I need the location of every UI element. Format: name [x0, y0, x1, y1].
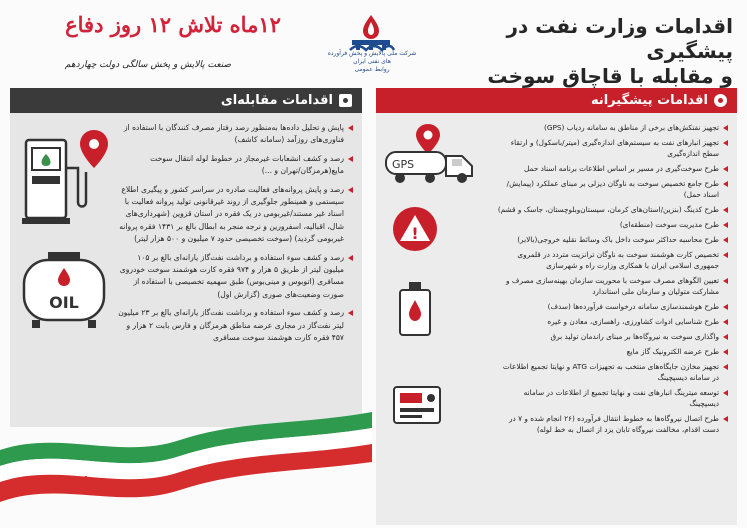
control-panel-icon	[392, 385, 442, 425]
warning-icon	[392, 206, 438, 252]
preventive-heading	[376, 88, 737, 113]
oil-label: OIL	[49, 293, 79, 312]
list-item: توسعه میترینگ انبارهای نفت و نهایتا تجمیع از اطلاعات در سامانه دیسپچینگ	[494, 387, 729, 409]
list-item: رصد و کشف انشعابات غیرمجاز در خطوط لوله انتقال سوخت مایع(هرمزگان/تهران و ...)	[118, 153, 354, 178]
list-item: رصد و کشف سوء استفاده و برداشت نفت‌گاز یارانه‌ای بالغ بر ۲۳ میلیون لیتر نفت‌گاز در مجاری عرضه مناطق هرمزگان و فارس بابت ۲ هزار و ۴۵۷ فقره کارت هوشمند سوخت مسافری	[118, 307, 354, 344]
list-item: پایش و تحلیل داده‌ها به‌منظور رصد رفتار مصرف کنندگان با استفاده از فناوری‌های روزآمد (سامانه کاشف)	[118, 122, 354, 147]
list-item: طرح کدینگ (بنزین/استان‌های کرمان، سیستان‌وبلوچستان، جاسک و قشم)	[494, 204, 729, 215]
list-item: طرح محاسبه حداکثر سوخت داخل باک وسائط نقلیه خروجی(بالابر)	[494, 234, 729, 245]
ministry-logo-caption	[322, 50, 422, 74]
countermeasures-heading-label: اقدامات مقابله‌ای	[220, 93, 333, 108]
fuel-bottle-icon	[390, 280, 440, 338]
page-title	[413, 14, 733, 89]
countermeasures-list	[118, 122, 354, 351]
list-item: رصد و کشف سوء استفاده و برداشت نفت‌گاز یارانه‌ای بالغ بر ۱۰۵ میلیون لیتر از طریق ۵ هزار و ۹۷۴ فقره کارت هوشمند سوخت خودروی مسافری (اتوبوس و مینی‌بوس) طبق سهمیه تخصیصی با استفاده از صورت وضعیت‌های صوری (گزارش اول)	[118, 252, 354, 302]
list-item: طرح اتصال نیروگاه‌ها به خطوط انتقال فرآورده (۲۶ انجام شده و ۷ در دست اقدام، مخالفت نیروگاه تابان یزد از اتصال به خط لوله)	[494, 413, 729, 435]
preventive-list	[494, 122, 729, 439]
fuel-pump-location-icon	[18, 124, 114, 228]
bullet-icon	[339, 94, 352, 107]
slogan-sub: صنعت پالایش و پخش سالگی دولت چهاردهم	[64, 60, 232, 70]
page-title-line1: اقدامات وزارت نفت در پیشگیری	[506, 14, 733, 63]
list-item: طرح عرضه الکترونیک گاز مایع	[494, 346, 729, 357]
countermeasures-heading	[10, 88, 362, 113]
list-item: طرح جامع تخصیص سوخت به ناوگان دیزلی بر مبنای عملکرد (پیمایش/اسناد حمل)	[494, 178, 729, 200]
list-item: طرح سوخت‌گیری در مسیر بر اساس اطلاعات برنامه اسناد حمل	[494, 163, 729, 174]
list-item: تعیین الگوهای مصرف سوخت با محوریت سازمان بهینه‌سازی مصرف و مشارکت متولیان و سازمان ملی استاندارد	[494, 275, 729, 297]
list-item: طرح شناسایی ادوات کشاورزی، راهسازی، معادن و غیره	[494, 316, 729, 327]
list-item: تخصیص کارت هوشمند سوخت به ناوگان ترانزیت متردد در قلمروی جمهوری اسلامی ایران با همکاری وزارت راه و شهرسازی	[494, 249, 729, 271]
list-item: واگذاری سوخت به نیروگاه‌ها بر مبنای راندمان تولید برق	[494, 331, 729, 342]
logo-caption-1: شرکت ملی پالایش و پخش فرآورده های نفتی ایران	[327, 50, 417, 65]
oil-tank-icon	[18, 246, 110, 330]
list-item: طرح مدیریت سوخت (منطقه‌ای)	[494, 219, 729, 230]
list-item: تجهیز انبارهای نفت به سیستم‌های اندازه‌گیری (میتر/باسکول) و ارتقاء سطح اندازه‌گیری	[494, 137, 729, 159]
preventive-heading-label: اقدامات پیشگیرانه	[590, 93, 708, 108]
list-item: طرح هوشمندسازی سامانه درخواست فرآورده‌ها (سدف)	[494, 301, 729, 312]
bullet-icon	[714, 94, 727, 107]
iran-flag-ribbon-icon	[0, 410, 372, 528]
logo-caption-2: روابط عمومی	[354, 66, 390, 73]
list-item: تجهیز مخازن جایگاه‌های منتخب به تجهیزات ATG و نهایتا تجمیع اطلاعات در سامانه دیسپچینگ	[494, 361, 729, 383]
page-title-line2: و مقابله با قاچاق سوخت	[487, 64, 733, 88]
gps-label: GPS	[392, 158, 415, 171]
slogan: ۱۲ماه تلاش ۱۲ روز دفاع	[65, 12, 281, 37]
list-item: تجهیز نفتکش‌های برخی از مناطق به سامانه ردیاب (GPS)	[494, 122, 729, 133]
list-item: رصد و پایش پروانه‌های فعالیت صادره در سراسر کشور و پیگیری اطلاع سیستمی و همینطور جلوگیری از روند غیرقانونی تولید پروانه فعالیت با اسناد غیر مستند/غیربومی در یک فقره در استان قزوین (شهرداری‌های شال، اقبالیه، اسفرورین و نرجه منجر به ابطال بالغ بر ۱۴۳۱ فقره پروانه غیربومی گردید) (سوخت تخصیصی حدود ۷ میلیون و ۵۰۰ هزار لیتر)	[118, 184, 354, 246]
warning-glyph: !	[411, 224, 419, 243]
gps-tanker-truck-icon	[382, 122, 478, 186]
